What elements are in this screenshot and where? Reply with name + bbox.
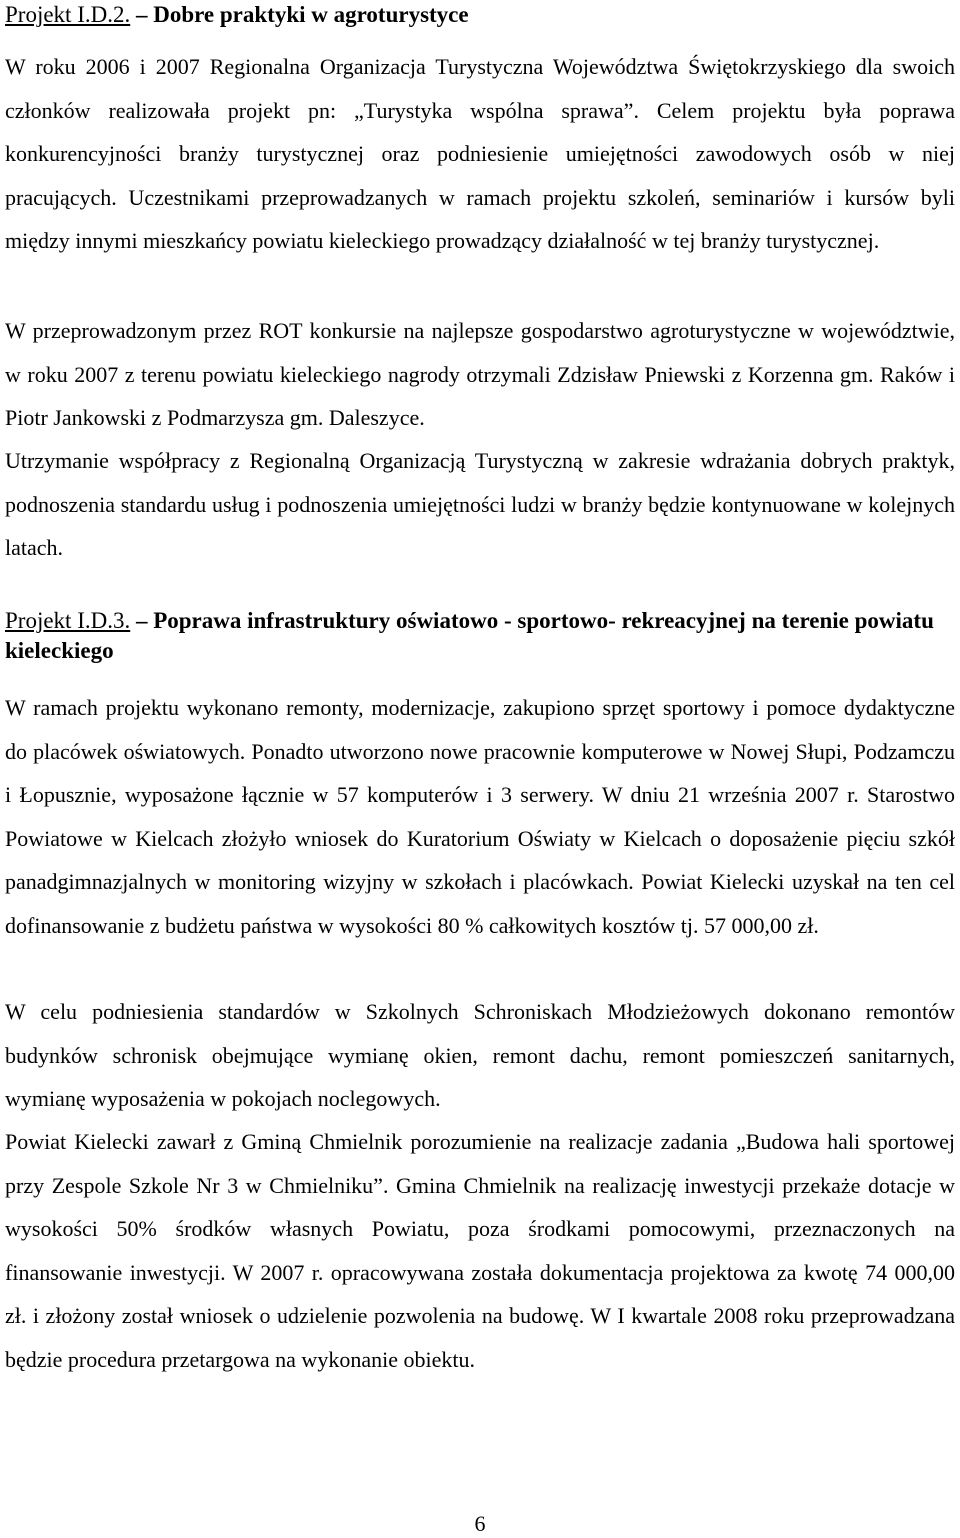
section-title: Dobre praktyki w agroturystyce (153, 2, 469, 27)
project-reference: Projekt I.D.3. (5, 608, 131, 633)
paragraph-youth-hostels: W celu podniesienia standardów w Szkolnych Schroniskach Młodzieżowych dokonano remontów budynków schronisk obejmujące wymianę okien, remont dachu, remont pomieszczeń sanitarnych, wymianę wyposażenia w pokojach noclegowych. (5, 999, 955, 1112)
paragraph-school-renovations: W ramach projektu wykonano remonty, modernizacje, zakupiono sprzęt sportowy i pomoce dydaktyczne do placówek oświatowych. Ponadto utworzono nowe pracownie komputerowe w Nowej Słupi, Podzamczu i Łopusznie, wyposażone łącznie w 57 komputerów i 3 serwery. W dniu 21 września 2007 r. Starostwo Powiatowe w Kielcach złożyło wniosek do Kuratorium Oświaty w Kielcach o doposażenie pięciu szkół panadgimnazjalnych w monitoring wizyjny w szkołach i placówkach. Powiat Kielecki uzyskał na ten cel dofinansowanie z budżetu państwa w wysokości 80 % całkowitych kosztów tj. 57 000,00 zł. (5, 695, 955, 938)
paragraph-sports-hall: Powiat Kielecki zawarł z Gminą Chmielnik porozumienie na realizacje zadania „Budowa hali sportowej przy Zespole Szkole Nr 3 w Chmielniku”. Gmina Chmielnik na realizację inwestycji przekaże dotacje w wysokości 50% środków własnych Powiatu, poza środkami pomocowymi, przeznaczonych na finansowanie inwestycji. W 2007 r. opracowywana została dokumentacja projektowa za kwotę 74 000,00 zł. i złożony został wniosek o udzielenie pozwolenia na budowę. W I kwartale 2008 roku przeprowadzana będzie procedura przetargowa na wykonanie obiektu. (5, 1129, 955, 1372)
section-heading-d2 (5, 0, 957, 30)
project-reference: Projekt I.D.2. (5, 2, 131, 27)
heading-dash: – (135, 2, 148, 27)
heading-dash: – (135, 608, 148, 633)
section-heading-d3 (5, 606, 957, 666)
section-title: Poprawa infrastruktury oświatowo - sportowo- rekreacyjnej na terenie powiatu kieleckiego (5, 608, 934, 663)
paragraph-cooperation: Utrzymanie współpracy z Regionalną Organizacją Turystyczną w zakresie wdrażania dobrych praktyk, podnoszenia standardu usług i podnoszenia umiejętności ludzi w branży będzie kontynuowane w kolejnych latach. (5, 448, 955, 561)
paragraph-competition-winners: W przeprowadzonym przez ROT konkursie na najlepsze gospodarstwo agroturystyczne w województwie, w roku 2007 z terenu powiatu kieleckiego nagrody otrzymali Zdzisław Pniewski z Korzenna gm. Raków i Piotr Jankowski z Podmarzysza gm. Daleszyce. (5, 318, 955, 431)
page-number: 6 (474, 1511, 486, 1536)
paragraph-project-description: W roku 2006 i 2007 Regionalna Organizacja Turystyczna Województwa Świętokrzyskiego dla swoich członków realizowała projekt pn: „Turystyka wspólna sprawa”. Celem projektu była poprawa konkurencyjności branży turystycznej oraz podniesienie umiejętności zawodowych osób w niej pracujących. Uczestnikami przeprowadzanych w ramach projektu szkoleń, seminariów i kursów byli między innymi mieszkańcy powiatu kieleckiego prowadzący działalność w tej branży turystycznej. (5, 54, 955, 254)
